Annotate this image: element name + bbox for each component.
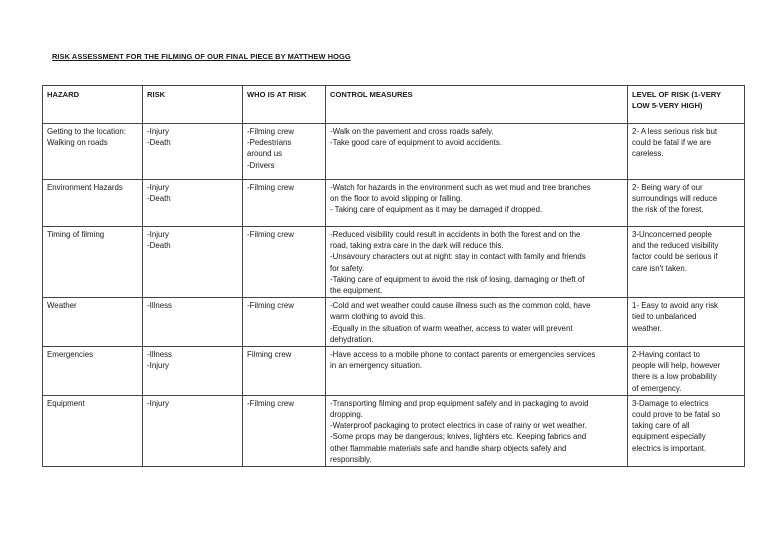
cell-text-line: -Injury [147,230,169,239]
cell-text-line: dehydration. [330,334,374,344]
cell-text-line: 3-Damage to electrics [632,398,709,408]
cell-text-line: Filming crew [247,350,292,360]
header-hazard: HAZARD [43,86,143,124]
cell-text-line: in an emergency situation. [330,361,423,371]
cell-text-line: there is a low probability [632,372,717,382]
who-at-risk-cell [243,227,326,298]
cell-text-line: -Transporting filming and prop equipment safely and in packaging to avoid [330,398,589,408]
cell-text-line: -Cold and wet weather could cause illness such as the common cold, have [330,301,591,311]
cell-text-line: 2- A less serious risk but [632,127,718,136]
hazard-cell [43,180,143,227]
cell-text-line: the equipment. [330,286,383,296]
who-at-risk-cell [243,347,326,396]
risk-cell [143,347,243,396]
cell-text-line: could be fatal if we are [632,138,711,148]
cell-text-line: responsibly. [330,454,372,464]
cell-text-line: Emergencies [47,350,94,360]
hazard-cell [43,227,143,298]
level-of-risk-cell [628,298,745,347]
risk-cell [143,395,243,466]
cell-text-line: 1- Easy to avoid any risk [632,301,718,311]
level-of-risk-cell [628,347,745,396]
cell-text-line: -Injury [147,398,169,408]
cell-text-line: Environment Hazards [47,183,123,192]
cell-text-line: -Illness [147,301,172,311]
cell-text-line: for safety. [330,263,365,273]
cell-text-line: people will help, however [632,361,721,371]
cell-text-line: factor could be serious if [632,252,718,262]
header-who-is-at-risk: WHO IS AT RISK [243,86,326,124]
cell-text-line: -Equally in the situation of warm weather, access to water will prevent [330,323,573,333]
cell-text-line: -Have access to a mobile phone to contact parents or emergencies services [330,350,596,360]
cell-text-line: Weather [47,301,77,311]
cell-text-line: 2-Having contact to [632,350,700,360]
table-row [43,395,745,466]
risk-cell [143,124,243,180]
risk-cell [143,298,243,347]
cell-text-line: around us [247,149,283,159]
table-row [43,227,745,298]
cell-text-line: and the reduced visibility [632,241,719,251]
cell-text-line: could prove to be fatal so [632,410,721,420]
level-of-risk-cell [628,227,745,298]
header-level-line: LEVEL OF RISK (1-VERY [632,90,722,99]
cell-text-line: -Watch for hazards in the environment such as wet mud and tree branches [330,183,591,192]
hazard-cell [43,347,143,396]
cell-text-line: other flammable materials safe and handle sharp objects safely and [330,443,567,453]
cell-text-line: warm clothing to avoid this. [330,312,426,322]
document-title: RISK ASSESSMENT FOR THE FILMING OF OUR FINAL PIECE BY MATTHEW HOGG [52,52,351,61]
cell-text-line: weather. [632,323,662,333]
header-control-measures: CONTROL MEASURES [326,86,628,124]
who-at-risk-cell [243,395,326,466]
hazard-cell [43,124,143,180]
header-level-of-risk [628,86,745,124]
control-measures-cell [326,124,628,180]
header-risk: RISK [143,86,243,124]
cell-text-line: Equipment [47,398,85,408]
cell-text-line: -Death [147,194,171,204]
cell-text-line: careless. [632,149,664,159]
cell-text-line: -Drivers [247,160,275,170]
cell-text-line: -Unsavoury characters out at night: stay in contact with family and friends [330,252,586,262]
cell-text-line: -Waterproof packaging to protect electrics in case of rainy or wet weather. [330,421,587,431]
header-level-line: LOW 5-VERY HIGH) [632,101,703,111]
cell-text-line: Timing of filming [47,230,105,239]
cell-text-line: -Filming crew [247,301,294,311]
table-row [43,124,745,180]
control-measures-cell [326,227,628,298]
hazard-cell [43,395,143,466]
control-measures-cell [326,395,628,466]
cell-text-line: 3-Unconcerned people [632,230,712,239]
level-of-risk-cell [628,180,745,227]
cell-text-line: -Filming crew [247,127,294,136]
risk-assessment-table [42,85,745,467]
cell-text-line: of emergency. [632,383,682,393]
table-row [43,180,745,227]
cell-text-line: taking care of all [632,421,690,431]
cell-text-line: tied to unbalanced [632,312,697,322]
cell-text-line: surroundings will reduce [632,194,718,204]
who-at-risk-cell [243,298,326,347]
cell-text-line: -Illness [147,350,172,360]
cell-text-line: -Filming crew [247,183,294,192]
cell-text-line: -Some props may be dangerous; knives, lighters etc. Keeping fabrics and [330,432,587,442]
who-at-risk-cell [243,180,326,227]
risk-cell [143,180,243,227]
who-at-risk-cell [243,124,326,180]
cell-text-line: -Injury [147,361,169,371]
cell-text-line: -Injury [147,183,169,192]
cell-text-line: -Injury [147,127,169,136]
cell-text-line: -Reduced visibility could result in accidents in both the forest and on the [330,230,581,239]
cell-text-line: -Taking care of equipment to avoid the risk of losing, damaging or theft of [330,274,585,284]
cell-text-line: -Filming crew [247,398,294,408]
cell-text-line: on the floor to avoid slipping or falling. [330,194,463,204]
cell-text-line: dropping. [330,410,363,420]
cell-text-line: -Take good care of equipment to avoid accidents. [330,138,502,148]
cell-text-line: 2- Being wary of our [632,183,703,192]
cell-text-line: -Walk on the pavement and cross roads safely. [330,127,494,136]
table-header-row [43,86,745,124]
cell-text-line: -Pedestrians [247,138,292,148]
control-measures-cell [326,347,628,396]
level-of-risk-cell [628,124,745,180]
control-measures-cell [326,298,628,347]
cell-text-line: -Death [147,138,171,148]
level-of-risk-cell [628,395,745,466]
cell-text-line: equipment especially [632,432,706,442]
cell-text-line: - Taking care of equipment as it may be damaged if dropped. [330,205,543,215]
risk-cell [143,227,243,298]
table-row [43,347,745,396]
control-measures-cell [326,180,628,227]
cell-text-line: -Filming crew [247,230,294,239]
cell-text-line: road, taking extra care in the dark will reduce this. [330,241,504,251]
cell-text-line: care isn't taken. [632,263,688,273]
cell-text-line: the risk of the forest. [632,205,704,215]
cell-text-line: Walking on roads [47,138,108,148]
cell-text-line: electrics is important. [632,443,707,453]
table-row [43,298,745,347]
cell-text-line: -Death [147,241,171,251]
cell-text-line: Getting to the location: [47,127,126,136]
hazard-cell [43,298,143,347]
